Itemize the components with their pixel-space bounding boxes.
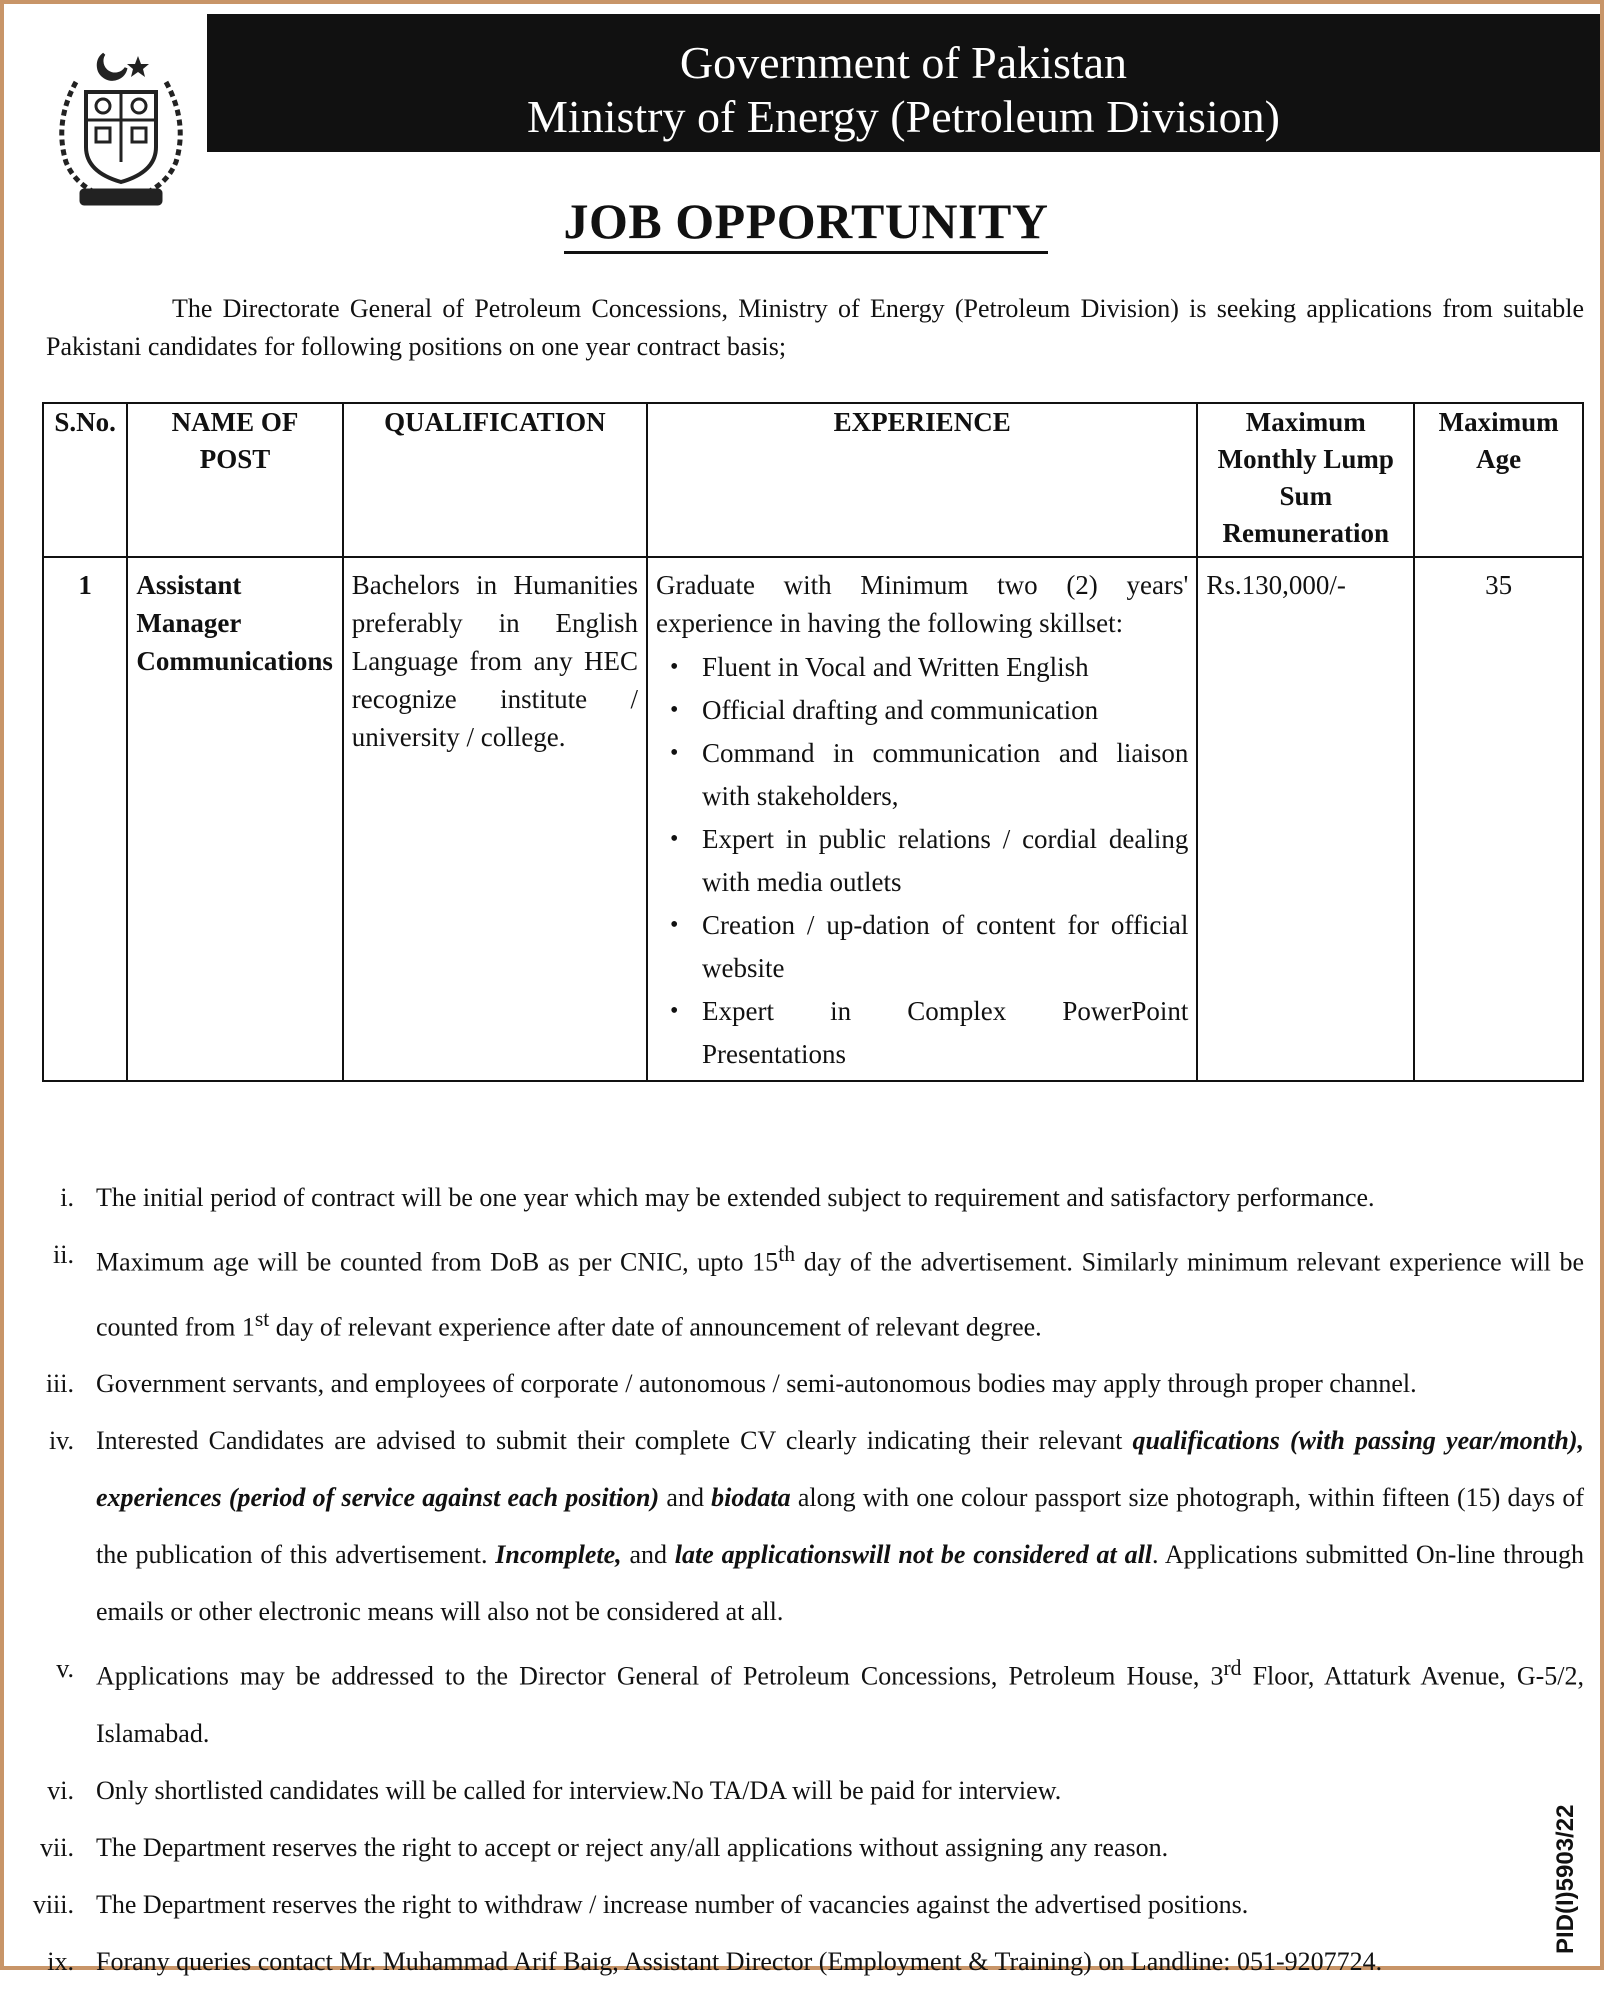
cell-experience <box>647 557 1197 1081</box>
list-item: • Expert in Complex PowerPoint Presentations <box>656 990 1188 1076</box>
term-text: Interested Candidates are advised to submit their complete CV clearly indicating their relevant qualifications (with passing year/month), experiences (period of service against each position) and biodata along with one colour passport size photograph, within fifteen (15) days of the publication of this advertisement. Incomplete, and late applicationswill not be considered at all. Applications submitted On-line through emails or other electronic means will also not be considered at all. <box>96 1426 1585 1627</box>
intro-paragraph: The Directorate General of Petroleum Concessions, Ministry of Energy (Petroleum Division) is seeking applications from suitable Pakistani candidates for following positions on one year contract basis; <box>46 294 1584 361</box>
term-item <box>24 1355 1584 1412</box>
header-line-2: Ministry of Energy (Petroleum Division) <box>527 91 1280 142</box>
pid-code: PID(I)5903/22 <box>1552 1804 1579 1954</box>
state-emblem-icon <box>46 42 196 212</box>
term-number: iii. <box>45 1369 74 1399</box>
list-item: • Creation / up-dation of content for official website <box>656 904 1188 990</box>
term-text: Only shortlisted candidates will be called for interview.No TA/DA will be paid for interview. <box>96 1775 1062 1805</box>
header-line-1: Government of Pakistan <box>679 37 1128 88</box>
term-text: The initial period of contract will be one year which may be extended subject to requirement and satisfactory performance. <box>96 1183 1375 1212</box>
term-item <box>24 1876 1584 1933</box>
term-text: Applications may be addressed to the Director General of Petroleum Concessions, Petroleum House, 3rd Floor, Attaturk Avenue, G-5/2, Islamabad. <box>96 1656 1585 1748</box>
positions-table <box>42 402 1584 1082</box>
skills-list <box>656 646 1188 1076</box>
cell-age: 35 <box>1414 557 1583 1081</box>
term-text: The Department reserves the right to accept or reject any/all applications without assigning any reason. <box>96 1832 1169 1862</box>
term-number: vi. <box>47 1775 74 1805</box>
term-item <box>24 1819 1584 1876</box>
term-item <box>24 1412 1584 1640</box>
term-text: Maximum age will be counted from DoB as per CNIC, upto 15th day of the advertisement. Similarly minimum relevant experience will be counted from 1st day of relevant experience after date of announcement of relevant degree. <box>96 1242 1585 1342</box>
term-number: viii. <box>32 1889 74 1919</box>
term-item <box>24 1762 1584 1819</box>
term-item <box>24 1933 1584 1990</box>
term-text: Forany queries contact Mr. Muhammad Arif Baig, Assistant Director (Employment & Training) on Landline: 051-9207724. <box>96 1946 1383 1976</box>
table-row <box>43 557 1583 1081</box>
term-text: The Department reserves the right to withdraw / increase number of vacancies against the advertised positions. <box>96 1889 1249 1919</box>
cell-qualification: Bachelors in Humanities preferably in English Language from any HEC recognize institute / university / college. <box>343 557 647 1081</box>
cell-name: Assistant Manager Communications <box>127 557 342 1081</box>
header-experience: EXPERIENCE <box>647 403 1197 557</box>
term-number: vii. <box>40 1832 74 1862</box>
header-sno: S.No. <box>43 403 127 557</box>
experience-intro: Graduate with Minimum two (2) years' experience in having the following skillset: <box>656 570 1189 638</box>
term-item <box>24 1169 1584 1226</box>
term-number: i. <box>60 1183 74 1212</box>
term-number: ix. <box>47 1946 74 1976</box>
header-qualification: QUALIFICATION <box>343 403 647 557</box>
term-number: iv. <box>48 1426 74 1456</box>
header-age: Maximum Age <box>1414 403 1583 557</box>
terms-list <box>24 1169 1584 1990</box>
cell-sno: 1 <box>43 557 127 1081</box>
page-title: JOB OPPORTUNITY <box>4 192 1604 250</box>
term-number: ii. <box>53 1240 74 1269</box>
cell-remuneration: Rs.130,000/- <box>1197 557 1414 1081</box>
list-item: • Official drafting and communication <box>656 689 1188 732</box>
term-item <box>24 1640 1584 1762</box>
term-text: Government servants, and employees of corporate / autonomous / semi-autonomous bodies may apply through proper channel. <box>96 1369 1417 1399</box>
list-item: • Expert in public relations / cordial dealing with media outlets <box>656 818 1188 904</box>
term-item <box>24 1226 1584 1355</box>
list-item: • Command in communication and liaison with stakeholders, <box>656 732 1188 818</box>
header-remuneration: Maximum Monthly Lump Sum Remuneration <box>1197 403 1414 557</box>
header-name: NAME OF POST <box>127 403 342 557</box>
term-number: v. <box>56 1654 74 1684</box>
header-banner <box>207 14 1600 152</box>
list-item: • Fluent in Vocal and Written English <box>656 646 1188 689</box>
table-header-row <box>43 403 1583 557</box>
